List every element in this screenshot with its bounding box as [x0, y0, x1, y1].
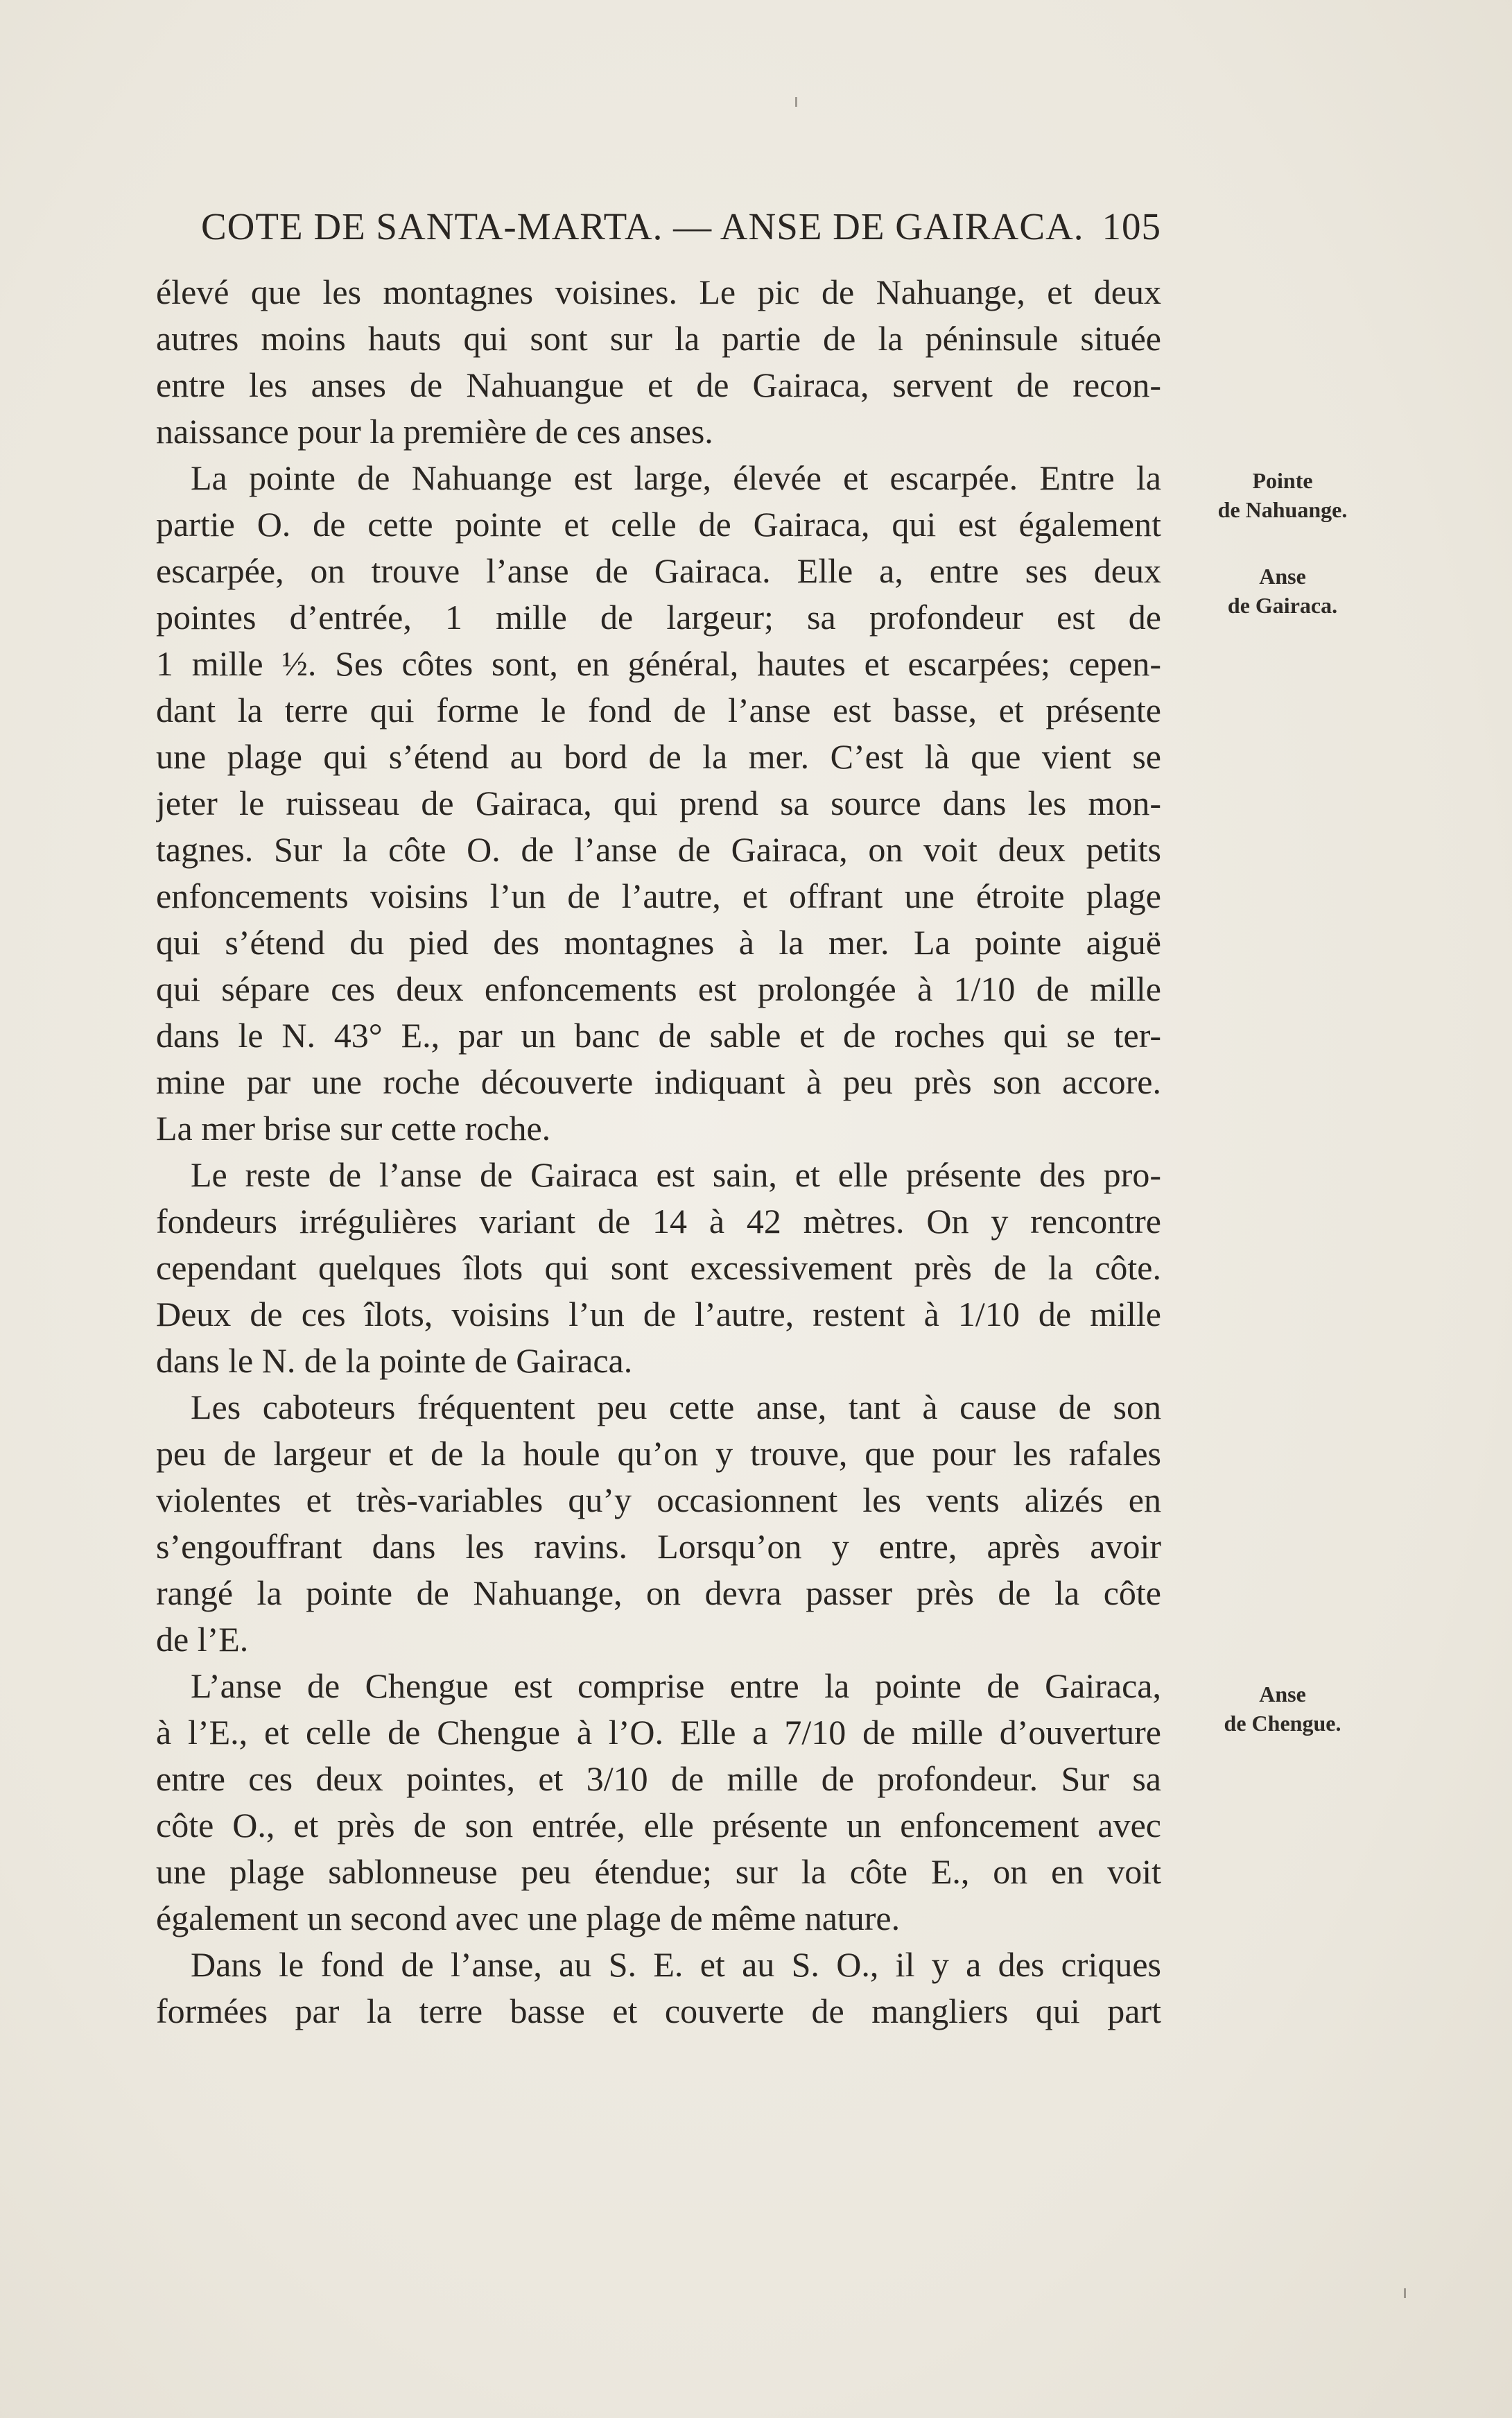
text-line: Les caboteurs fréquentent peu cette anse, tant à cause de son: [191, 1388, 1161, 1426]
text-line: Le reste de l’anse de Gairaca est sain, et elle présente des pro-: [191, 1155, 1161, 1194]
text-line: dans le N. de la pointe de Gairaca.: [156, 1341, 633, 1380]
page-number: 105: [1102, 205, 1161, 248]
margin-note-line: de Gairaca.: [1227, 593, 1338, 618]
text-line: une plage sablonneuse peu étendue; sur la côte E., on en voit: [156, 1852, 1161, 1891]
text-line: qui s’étend du pied des montagnes à la mer. La pointe aiguë: [156, 923, 1161, 962]
text-line: jeter le ruisseau de Gairaca, qui prend sa source dans les mon-: [156, 784, 1161, 822]
margin-note-line: de Nahuange.: [1217, 497, 1348, 522]
header-title: COTE DE SANTA-MARTA. — ANSE DE GAIRACA.: [201, 205, 1084, 248]
text-line: autres moins hauts qui sont sur la partie de la péninsule située: [156, 319, 1161, 358]
text-line: cependant quelques îlots qui sont excessivement près de la côte.: [156, 1248, 1161, 1287]
text-line: rangé la pointe de Nahuange, on devra passer près de la côte: [156, 1573, 1161, 1612]
running-header: [201, 205, 1161, 260]
margin-note-line: Anse: [1259, 564, 1306, 589]
text-line: partie O. de cette pointe et celle de Gairaca, qui est également: [156, 505, 1161, 544]
margin-note-pointe-nahuange: [1192, 466, 1373, 524]
text-line: violentes et très-variables qu’y occasionnent les vents alizés en: [156, 1480, 1161, 1519]
text-line: côte O., et près de son entrée, elle présente un enfoncement avec: [156, 1806, 1161, 1845]
text-line: également un second avec une plage de même nature.: [156, 1899, 901, 1937]
text-line: fondeurs irrégulières variant de 14 à 42 mètres. On y rencontre: [156, 1202, 1161, 1241]
text-line: Dans le fond de l’anse, au S. E. et au S. O., il y a des criques: [191, 1945, 1161, 1984]
text-line: escarpée, on trouve l’anse de Gairaca. Elle a, entre ses deux: [156, 551, 1161, 590]
text-line: dans le N. 43° E., par un banc de sable et de roches qui se ter-: [156, 1016, 1161, 1055]
text-line: s’engouffrant dans les ravins. Lorsqu’on y entre, après avoir: [156, 1527, 1161, 1566]
paper-speck: [1404, 2288, 1406, 2298]
text-line: 1 mille ½. Ses côtes sont, en général, hautes et escarpées; cepen-: [156, 644, 1161, 683]
text-line: entre les anses de Nahuangue et de Gairaca, servent de recon-: [156, 365, 1161, 404]
text-line: dant la terre qui forme le fond de l’anse est basse, et présente: [156, 691, 1161, 729]
text-line: naissance pour la première de ces anses.: [156, 412, 713, 451]
text-line: mine par une roche découverte indiquant à peu près son accore.: [156, 1062, 1161, 1101]
text-line: une plage qui s’étend au bord de la mer. C’est là que vient se: [156, 737, 1161, 776]
text-line: La mer brise sur cette roche.: [156, 1109, 551, 1148]
text-line: peu de largeur et de la houle qu’on y trouve, que pour les rafales: [156, 1434, 1161, 1473]
paper-speck: [795, 97, 797, 107]
text-line: enfoncements voisins l’un de l’autre, et offrant une étroite plage: [156, 876, 1161, 915]
text-line: pointes d’entrée, 1 mille de largeur; sa profondeur est de: [156, 598, 1161, 637]
margin-note-anse-chengue: [1192, 1679, 1373, 1738]
text-line: qui sépare ces deux enfoncements est prolongée à 1/10 de mille: [156, 969, 1161, 1008]
margin-note-anse-gairaca: [1192, 562, 1373, 620]
text-line: de l’E.: [156, 1620, 249, 1659]
text-line: élevé que les montagnes voisines. Le pic de Nahuange, et deux: [156, 273, 1161, 311]
margin-note-line: Pointe: [1252, 468, 1313, 493]
text-line: Deux de ces îlots, voisins l’un de l’autre, restent à 1/10 de mille: [156, 1295, 1161, 1333]
text-line: entre ces deux pointes, et 3/10 de mille de profondeur. Sur sa: [156, 1759, 1161, 1798]
text-line: formées par la terre basse et couverte de mangliers qui part: [156, 1992, 1161, 2030]
text-line: L’anse de Chengue est comprise entre la pointe de Gairaca,: [191, 1666, 1161, 1705]
text-line: La pointe de Nahuange est large, élevée et escarpée. Entre la: [191, 458, 1161, 497]
text-line: tagnes. Sur la côte O. de l’anse de Gairaca, on voit deux petits: [156, 830, 1161, 869]
margin-note-line: Anse: [1259, 1682, 1306, 1707]
body-text: [156, 269, 1161, 2035]
margin-note-line: de Chengue.: [1224, 1711, 1341, 1736]
text-line: à l’E., et celle de Chengue à l’O. Elle a 7/10 de mille d’ouverture: [156, 1713, 1161, 1752]
